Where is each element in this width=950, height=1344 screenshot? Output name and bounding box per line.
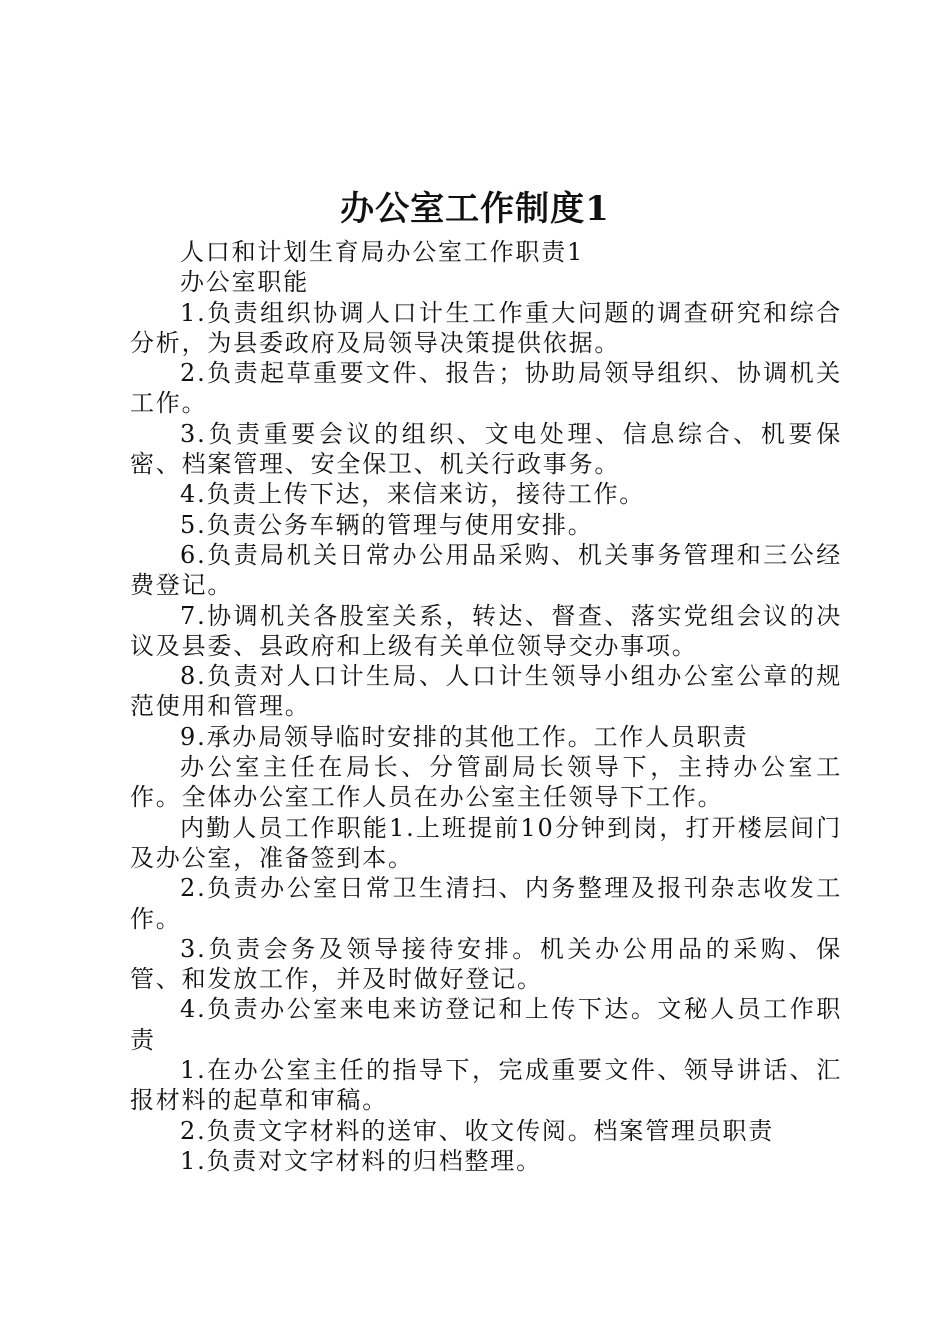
- paragraph: 1.在办公室主任的指导下，完成重要文件、领导讲话、汇报材料的起草和审稿。: [130, 1056, 842, 1115]
- paragraph: 9.承办局领导临时安排的其他工作。工作人员职责: [180, 722, 749, 751]
- paragraph: 3.负责重要会议的组织、文电处理、信息综合、机要保密、档案管理、安全保卫、机关行政事务。: [130, 419, 842, 479]
- paragraph: 1.负责对文字材料的归档整理。: [180, 1146, 542, 1175]
- paragraph: 2.负责文字材料的送审、收文传阅。档案管理员职责: [180, 1116, 775, 1145]
- paragraph: 1.负责组织协调人口计生工作重大问题的调查研究和综合分析，为县委政府及局领导决策提供依据。: [130, 298, 842, 357]
- paragraph: 办公室职能: [180, 268, 309, 297]
- paragraph: 8.负责对人口计生局、人口计生领导小组办公室公章的规范使用和管理。: [130, 662, 842, 721]
- document-title: 办公室工作制度1: [340, 189, 610, 229]
- paragraph: 办公室主任在局长、分管副局长领导下，主持办公室工作。全体办公室工作人员在办公室主任领导下工作。: [130, 753, 842, 812]
- paragraph: 2.负责办公室日常卫生清扫、内务整理及报刊杂志收发工作。: [130, 874, 842, 933]
- paragraph: 内勤人员工作职能1.上班提前10分钟到岗，打开楼层间门及办公室，准备签到本。: [130, 813, 842, 872]
- paragraph: 人口和计划生育局办公室工作职责1: [180, 238, 585, 266]
- paragraph: 6.负责局机关日常办公用品采购、机关事务管理和三公经费登记。: [130, 540, 842, 600]
- paragraph: 3.负责会务及领导接待安排。机关办公用品的采购、保管、和发放工作，并及时做好登记。: [130, 934, 842, 994]
- document-body: [130, 237, 842, 1176]
- paragraph: 7.协调机关各股室关系，转达、督查、落实党组会议的决议及县委、县政府和上级有关单位领导交办事项。: [130, 601, 842, 660]
- paragraph: 5.负责公务车辆的管理与使用安排。: [180, 510, 594, 539]
- paragraph: 2.负责起草重要文件、报告；协助局领导组织、协调机关工作。: [130, 359, 842, 418]
- paragraph: 4.负责办公室来电来访登记和上传下达。文秘人员工作职责: [130, 995, 842, 1054]
- paragraph: 4.负责上传下达，来信来访，接待工作。: [180, 480, 646, 509]
